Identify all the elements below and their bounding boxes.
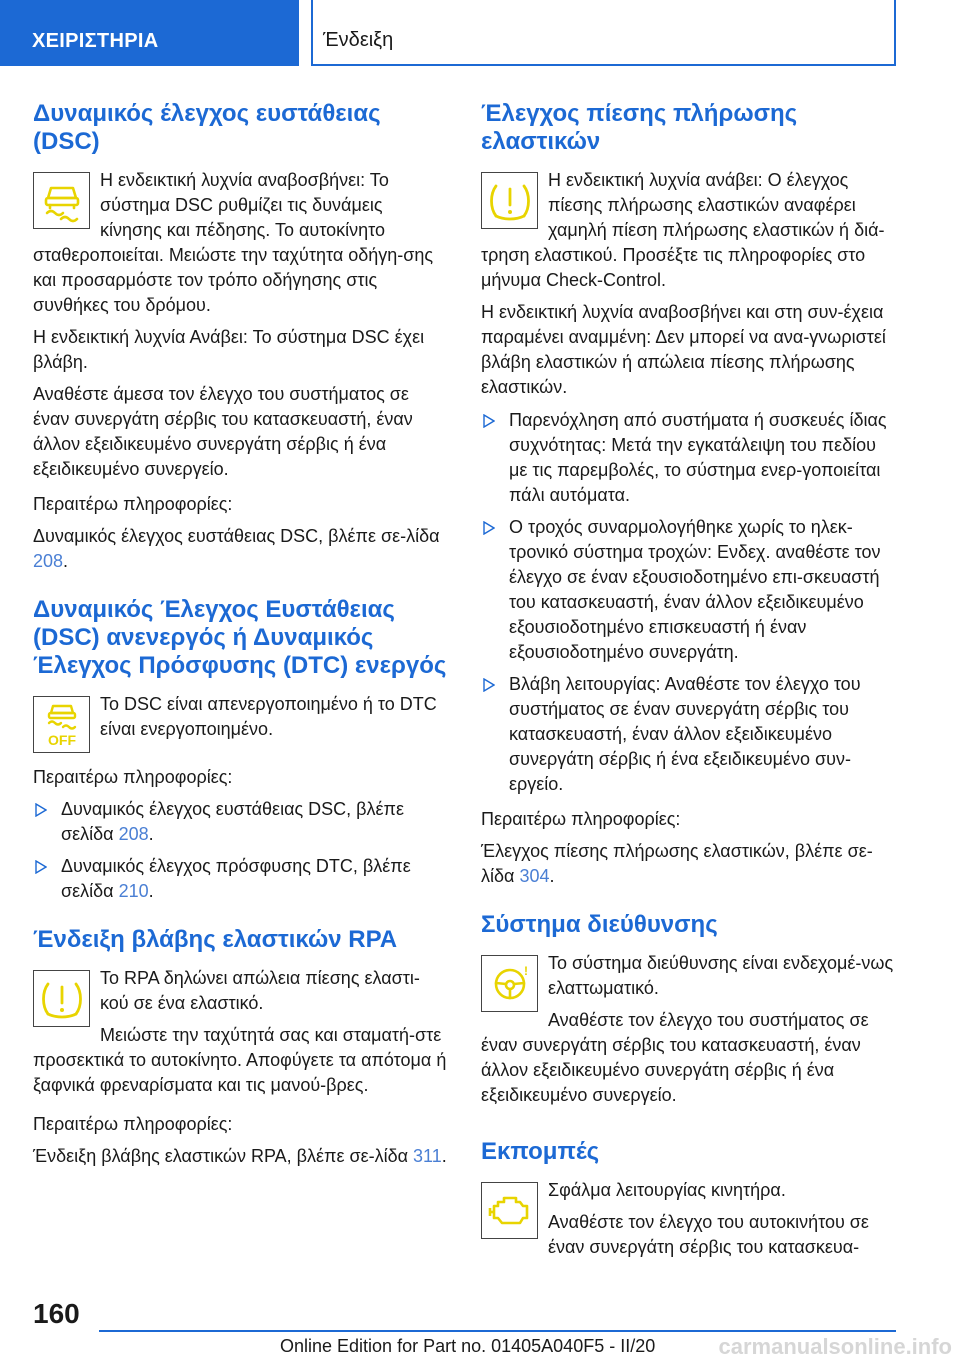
steering-text-1: Το σύστημα διεύθυνσης είναι ενδεχομέ-νως ελαττωματικό.: [548, 953, 894, 998]
dsc-off-reference-list: [33, 797, 447, 904]
dsc-warning-icon: [33, 172, 90, 229]
heading-tire-pressure: Έλεγχος πίεσης πλήρωσης ελαστικών: [481, 100, 798, 155]
list-item: Παρενόχληση από συστήματα ή συσκευές ίδιας συχνότητας: Μετά την εγκατάλειψη του πεδίου με τις παρεμβολές, το σύστημα ενερ-γοποιείται πάλι αυτόματα.: [481, 408, 895, 508]
rpa-block: [33, 966, 447, 1098]
steering-text-2: Αναθέστε τον έλεγχο του συστήματος σε έναν συνεργάτη σέρβις του κατασκευαστή, έναν άλλον εξειδικευμένο συνεργάτη σέρβις ή ένα εξειδικευμένο συνεργείο.: [481, 1010, 869, 1105]
svg-text:OFF: OFF: [47, 731, 76, 748]
heading-dsc: Δυναμικός έλεγχος ευστάθειας (DSC): [33, 100, 381, 155]
left-column: [33, 100, 447, 1176]
dsc-off-icon: [33, 696, 90, 753]
rpa-text-2: Μειώστε την ταχύτητά σας και σταματή-στε προσεκτικά το αυτοκίνητο. Αποφύγετε τα απότομα ή ξαφνικά φρεναρίσματα και τις μανού-βρες.: [33, 1025, 447, 1095]
heading-dsc-off-dtc: Δυναμικός Έλεγχος Ευστάθειας (DSC) ανενεργός ή Δυναμικός Έλεγχος Πρόσφυσης (DTC) ενεργός: [33, 596, 447, 679]
emissions-block: [481, 1178, 895, 1260]
dsc-text-1: Η ενδεικτική λυχνία αναβοσβήνει: Το σύστημα DSC ρυθμίζει τις δυνάμεις κίνησης και πέδησης. Το αυτοκίνητο σταθεροποιείται. Μειώστε την ταχύτητα οδήγη-σης και προσαρμόστε τον τρόπο οδήγησης στις συνθήκες του δρόμου.: [33, 170, 434, 315]
page-link-208[interactable]: 208: [33, 551, 64, 571]
triangle-bullet-icon: [35, 803, 47, 817]
edition-note: Online Edition for Part no. 01405A040F5 - II/20: [280, 1336, 656, 1356]
tire-pressure-warning-icon: [481, 172, 538, 229]
right-column: [481, 100, 895, 1267]
page-header: [0, 0, 960, 66]
tire-pressure-cause-list: [481, 408, 895, 797]
emissions-text-2: Αναθέστε τον έλεγχο του αυτοκινήτου σε έναν συνεργάτη σέρβις του κατασκευα-: [548, 1212, 869, 1257]
list-item: Δυναμικός έλεγχος ευστάθειας DSC, βλέπε σελίδα 208.: [33, 797, 447, 847]
list-item: Δυναμικός έλεγχος πρόσφυσης DTC, βλέπε σελίδα 210.: [33, 854, 447, 904]
triangle-bullet-icon: [483, 678, 495, 692]
tire-pressure-reference: Έλεγχος πίεσης πλήρωσης ελαστικών, βλέπε σε-λίδα 304.: [481, 841, 873, 886]
tire-pressure-block: [481, 168, 895, 293]
tire-pressure-text-2: Η ενδεικτική λυχνία αναβοσβήνει και στη συν-έχεια παραμένει αναμμένη: Δεν μπορεί να ανα-γνωριστεί βλάβη ελαστικών ή απώλεια πίεσης πλήρωσης ελαστικών.: [481, 302, 886, 397]
page-link-210[interactable]: 210: [118, 881, 149, 901]
subsection-box: [311, 0, 896, 66]
rpa-reference: Ένδειξη βλάβης ελαστικών RPA, βλέπε σε-λίδα 311.: [33, 1146, 447, 1166]
list-item: Βλάβη λειτουργίας: Αναθέστε τον έλεγχο του συστήματος σε έναν συνεργάτη σέρβις του κατασκευαστή, έναν άλλον εξειδικευμένο συνεργάτη σέρβις ή ένα εξειδικευμένο συν-εργείο.: [481, 672, 895, 797]
section-title: ΧΕΙΡΙΣΤΗΡΙΑ: [32, 30, 159, 52]
heading-emissions: Εκπομπές: [481, 1138, 600, 1165]
rpa-text-1: Το RPA δηλώνει απώλεια πίεσης ελαστι-κού σε ένα ελαστικό.: [100, 968, 420, 1013]
page-link-311[interactable]: 311: [413, 1146, 442, 1166]
svg-text:!: !: [523, 963, 528, 978]
page-link-304[interactable]: 304: [519, 866, 550, 886]
engine-warning-icon: [481, 1182, 538, 1239]
list-item: Ο τροχός συναρμολογήθηκε χωρίς το ηλεκ-τρονικό σύστημα τροχών: Ενδεχ. αναθέστε τον έλεγχο σε έναν εξουσιοδοτημένο επι-σκευαστή του κατασκευαστή, έναν άλλον εξειδικευμένο εξουσιοδοτημένο επισκευαστή ή έναν εξουσιοδοτημένο συνεργάτη.: [481, 515, 895, 665]
triangle-bullet-icon: [483, 414, 495, 428]
section-tab: [0, 0, 299, 66]
steering-warning-icon: [481, 955, 538, 1012]
page-number: 160: [33, 1298, 80, 1329]
tire-pressure-more-label: Περαιτέρω πληροφορίες:: [481, 809, 681, 829]
watermark-logo: carmanualsonline.info: [718, 1334, 952, 1359]
heading-rpa: Ένδειξη βλάβης ελαστικών RPA: [33, 926, 398, 953]
dsc-text-2: Η ενδεικτική λυχνία Ανάβει: Το σύστημα DSC έχει βλάβη.: [33, 327, 425, 372]
heading-steering: Σύστημα διεύθυνσης: [481, 911, 718, 938]
dsc-text-3: Αναθέστε άμεσα τον έλεγχο του συστήματος σε έναν συνεργάτη σέρβις του κατασκευαστή, έναν άλλον εξειδικευμένο συνεργάτη σέρβις ή ένα εξειδικευμένο συνεργείο.: [33, 384, 413, 479]
triangle-bullet-icon: [35, 860, 47, 874]
dsc-off-block: [33, 692, 447, 757]
dsc-off-more-label: Περαιτέρω πληροφορίες:: [33, 767, 233, 787]
rpa-more-label: Περαιτέρω πληροφορίες:: [33, 1114, 233, 1134]
subsection-title: Ένδειξη: [323, 29, 394, 51]
steering-block: [481, 951, 895, 1108]
dsc-reference: Δυναμικός έλεγχος ευστάθειας DSC, βλέπε σε-λίδα 208.: [33, 526, 440, 571]
dsc-off-text: Το DSC είναι απενεργοποιημένο ή το DTC είναι ενεργοποιημένο.: [100, 694, 437, 739]
emissions-text-1: Σφάλμα λειτουργίας κινητήρα.: [548, 1180, 786, 1200]
tire-pressure-warning-icon: [33, 970, 90, 1027]
dsc-block: [33, 168, 447, 325]
footer-divider: [99, 1330, 896, 1332]
triangle-bullet-icon: [483, 521, 495, 535]
page-link-208[interactable]: 208: [118, 824, 149, 844]
dsc-more-label: Περαιτέρω πληροφορίες:: [33, 494, 233, 514]
tire-pressure-text-1: Η ενδεικτική λυχνία ανάβει: Ο έλεγχος πίεσης πλήρωσης ελαστικών αναφέρει χαμηλή πίεση πλήρωσης ελαστικών ή διά-τρηση ελαστικού. Προσέξτε τις πληροφορίες στο μήνυμα Check-Control.: [481, 170, 885, 290]
